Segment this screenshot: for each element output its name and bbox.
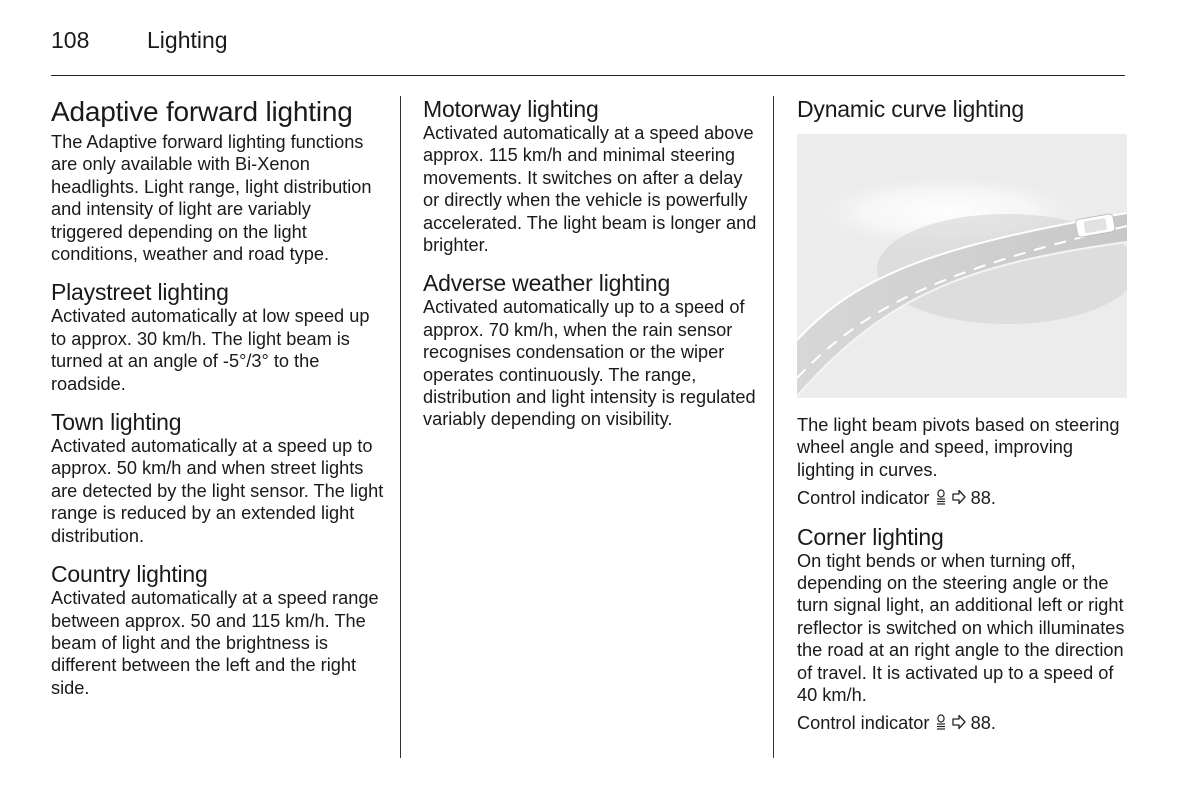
control-indicator-ref: Control indicator 88.: [797, 713, 996, 734]
subheading: Country lighting: [51, 561, 208, 588]
column-divider-2: [773, 96, 774, 758]
chapter-title: Lighting: [147, 27, 228, 53]
section-motorway: [423, 96, 759, 256]
subheading-dynamic-curve: Dynamic curve lighting: [797, 96, 1024, 122]
subheading: Town lighting: [51, 409, 182, 436]
curve-lighting-illustration: [797, 134, 1127, 398]
subheading: Playstreet lighting: [51, 279, 229, 306]
page-number: 108: [51, 27, 90, 53]
body-text: Activated automatically at a speed up to approx. 50 km/h and when street lights are detected by the light sensor. The light range is reduced by an extended light distribution.: [51, 436, 384, 546]
body-text: Activated automatically at a speed range between approx. 50 and 115 km/h. The beam of light and the brightness is different between the left and the right side.: [51, 588, 379, 698]
subheading: Motorway lighting: [423, 96, 599, 122]
body-text: Activated automatically at low speed up to approx. 30 km/h. The light beam is turned at an angle of -5°/3° to the roadside.: [51, 306, 370, 394]
body-text: On tight bends or when turning off, depending on the steering angle or the turn signal light, an additional left or right reflector is switched on which illuminates the road at an right angle to the direction of travel. It is activated up to a speed of 40 km/h.: [797, 550, 1125, 706]
control-indicator-ref: Control indicator 88.: [797, 488, 996, 509]
section-town: [51, 409, 387, 547]
reference-arrow-icon: [952, 489, 966, 505]
column-2: [423, 96, 759, 445]
column-3: [797, 96, 1127, 735]
subheading: Adverse weather lighting: [423, 270, 671, 297]
subheading-corner: Corner lighting: [797, 523, 944, 550]
headlight-indicator-icon: [935, 489, 947, 505]
section-country: [51, 561, 387, 699]
reference-arrow-icon: [952, 714, 966, 730]
intro-paragraph: The Adaptive forward lighting functions are only available with Bi-Xenon headlights. Light range, light distribution and intensity of light are variably triggered depending on the light conditions, weather and road type.: [51, 132, 372, 265]
section-playstreet: [51, 279, 387, 395]
headlight-indicator-icon: [935, 714, 947, 730]
section-heading-adaptive: Adaptive forward lighting: [51, 96, 353, 127]
body-text: Activated automatically at a speed above approx. 115 km/h and minimal steering movements. It switches on after a delay or directly when the vehicle is powerfully accelerated. The light beam is longer and brighter.: [423, 123, 757, 256]
column-1: [51, 96, 387, 713]
header-rule: [51, 75, 1125, 76]
body-text: The light beam pivots based on steering wheel angle and speed, improving lighting in curves.: [797, 415, 1120, 480]
body-text: Activated automatically up to a speed of approx. 70 km/h, when the rain sensor recognises condensation or the wiper operates continuously. The range, distribution and light intensity is regulated variably depending on visibility.: [423, 297, 756, 430]
column-divider-1: [400, 96, 401, 758]
section-adverse-weather: [423, 270, 759, 430]
